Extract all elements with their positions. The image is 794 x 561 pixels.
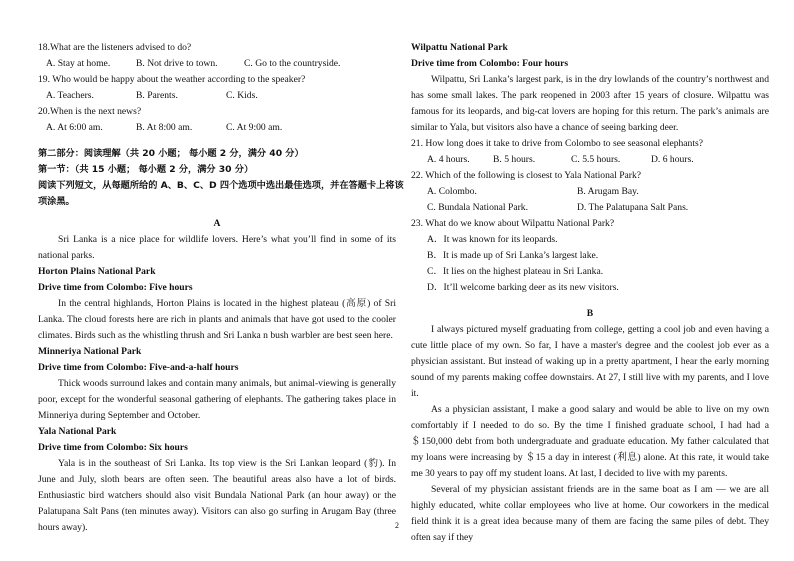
horton-plains-description: In the central highlands, Horton Plains is located in the highest plateau (高原) of Sri Lanka. The cloud forests here are rich in plants and animals that have got used to the cooler climates. Birds such as the whistling thrush and Sri Lanka n bush warbler are best seen here. [38,298,396,341]
minneriya-drive-time: Drive time from Colombo: Five-and-a-half hours [38,362,239,373]
passage-b-paragraph-2: As a physician assistant, I make a good salary and would be able to live on my own comfortably if I needed to do so. By the time I finished graduate school, I had had a ＄150,000 debt from both undergraduate and graduate education. My father calculated that my loans were increasing by ＄15 a day in interest (利息) alone. At this rate, it would take me 30 years to pay off my student loans. At last, I decided to live with my parents. [411,404,769,479]
question-20-stem: 20.When is the next news? [38,106,142,117]
wilpattu-description: Wilpattu, Sri Lanka’s largest park, is in the dry lowlands of the country’s northwest and has some small lakes. The park reopened in 2003 after 15 years of closure. Wilpattu was famous for its leopards, and big-cat lovers are hoping for this return. The park’s animals are similar to Yala, but visitors also have a chance of seeing barking deer. [411,74,769,133]
question-18-options [38,56,396,72]
option-b: B. Not drive to town. [136,58,218,69]
horton-plains-drive-time: Drive time from Colombo: Five hours [38,282,193,293]
option-b: B. Parents. [136,90,178,101]
section-one-heading: 第一节：（共 15 小题； 每小题 2 分，满分 30 分） [38,164,254,175]
option-b: B. 5 hours. [493,154,536,165]
question-19-stem: 19. Who would be happy about the weather according to the speaker? [38,74,306,85]
option-c: C. Go to the countryside. [244,58,341,69]
option-a: A. At 6:00 am. [46,122,103,133]
question-20-options [38,120,396,136]
option-b: B. At 8:00 am. [136,122,193,133]
option-c: C. 5.5 hours. [571,154,621,165]
option-d: D. 6 hours. [651,154,694,165]
left-column [38,40,404,536]
wilpattu-title: Wilpattu National Park [411,42,508,53]
question-22-options-row-2 [411,200,769,216]
question-18-stem: 18.What are the listeners advised to do? [38,42,192,53]
question-22-options-row-1 [411,184,769,200]
question-21-stem: 21. How long does it take to drive from Colombo to see seasonal elephants? [411,138,704,149]
option-d: D．It’ll welcome barking deer as its new visitors. [427,282,619,293]
minneriya-description: Thick woods surround lakes and contain many animals, but animal-viewing is generally poor, except for the wonderful seasonal gathering of elephants. The gathering takes place in Minneriya during September and October. [38,378,396,421]
passage-b-paragraph-3: Several of my physician assistant friends are in the same boat as I am — we are all highly educated, white collar employees who live at home. Our coworkers in the medical field think it is a great idea because many of them are facing the same piles of debt. They often say if they [411,484,769,543]
minneriya-title: Minneriya National Park [38,346,142,357]
option-a: A. Teachers. [46,90,94,101]
option-a: A. Stay at home. [46,58,111,69]
passage-b-label: B [586,308,594,319]
option-c: C. At 9:00 am. [226,122,283,133]
instructions-line-1: 阅读下列短文，从每题所给的 A、B、C、D 四个选项中选出最佳选项，并在答题卡上将该 [38,180,404,191]
passage-a-intro: Sri Lanka is a nice place for wildlife lovers. Here’s what you’ll find in some of its national parks. [38,234,396,261]
part-two-heading: 第二部分：阅读理解（共 20 小题； 每小题 2 分，满分 40 分） [38,148,304,159]
yala-title: Yala National Park [38,426,117,437]
option-d: D. The Palatupana Salt Pans. [577,202,689,213]
option-a: A．It was known for its leopards. [427,234,558,245]
option-b: B. Arugam Bay. [577,186,639,197]
page-number: 2 [395,521,399,530]
right-column [411,40,769,546]
instructions-line-2: 项涂黑。 [38,196,75,207]
yala-drive-time: Drive time from Colombo: Six hours [38,442,188,453]
option-a: A. 4 hours. [427,154,470,165]
option-c: C．It lies on the highest plateau in Sri Lanka. [427,266,604,277]
wilpattu-drive-time: Drive time from Colombo: Four hours [411,58,569,69]
horton-plains-title: Horton Plains National Park [38,266,156,277]
question-22-stem: 22. Which of the following is closest to Yala National Park? [411,170,642,181]
question-23-stem: 23. What do we know about Wilpattu National Park? [411,218,615,229]
option-c: C. Bundala National Park. [427,202,528,213]
passage-b-paragraph-1: I always pictured myself graduating from college, getting a cool job and even having a cute little place of my own. So far, I have a master's degree and the coolest job ever as a physician assistant. But instead of waking up in a pretty apartment, I hear the early morning sound of my parents making coffee downstairs. At 27, I still live with my parents, and I love it. [411,324,769,399]
option-c: C. Kids. [226,90,258,101]
question-19-options [38,88,396,104]
yala-description: Yala is in the southeast of Sri Lanka. Its top view is the Sri Lankan leopard (豹). In June and July, sloth bears are often seen. The beautiful areas also have a lot of birds. Enthusiastic bird watchers should also visit Bundala National Park (an hour away) or the Palatupana Salt Pans (ten minutes away). Visitors can also go surfing in Arugam Bay (three hours away). [38,458,396,533]
option-a: A. Colombo. [427,186,477,197]
passage-a-label: A [213,218,221,229]
question-21-options [411,152,769,168]
option-b: B．It is made up of Sri Lanka’s largest lake. [427,250,599,261]
